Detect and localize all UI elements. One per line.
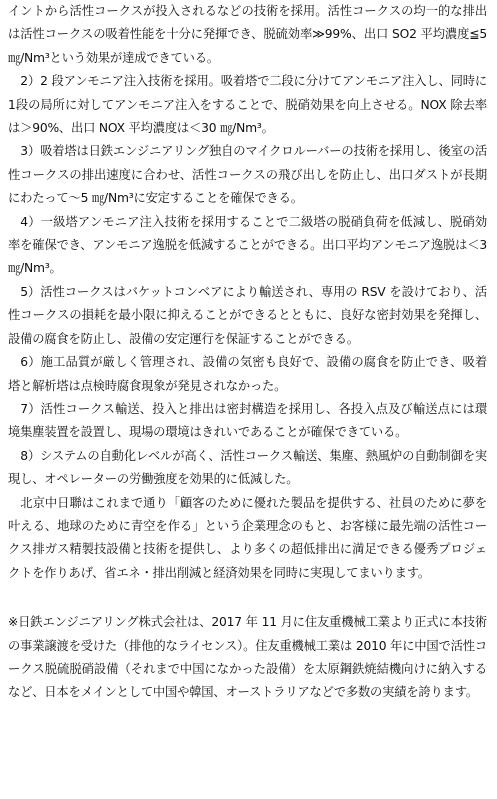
paragraph-item-5: 5）活性コークスはバケットコンベアにより輸送され、専用の RSV を設けており、活性コークスの損耗を最小限に抑えることができるとともに、良好な密封効果を発揮し、設備の腐食を防止し、設備の安定運行を保証することができる。 <box>8 284 487 346</box>
paragraph-item-2: 2）2 段アンモニア注入技術を採用。吸着塔で二段に分けてアンモニア注入し、同時に 1段の局所に対してアンモニア注入をすることで、脱硝効果を向上させる。NOX 除去率は＞90%、出口 NOX 平均濃度は＜30 ㎎/Nm³。 <box>8 74 487 136</box>
paragraph-item-7: 7）活性コークス輸送、投入と排出は密封構造を採用し、各投入点及び輸送点には環境集塵装置を設置し、現場の環境はきれいであることが確保できている。 <box>8 401 487 440</box>
paragraph-intro: イントから活性コークスが投入されるなどの技術を採用。活性コークスの均一的な排出は活性コークスの吸着性能を十分に発揮でき、脱硫効率≫99%、出口 SO2 平均濃度≦5 ㎎/Nm³という効果が達成できている。 <box>8 4 487 65</box>
paragraph-item-8: 8）システムの自動化レベルが高く、活性コークス輸送、集塵、熱風炉の自動制御を実現し、オペレーターの労働強度を効果的に低減した。 <box>8 448 487 487</box>
paragraph-item-3: 3）吸着塔は日鉄エンジニアリング独自のマイクロルーバーの技術を採用し、後室の活性コークスの排出速度に合わせ、活性コークスの飛び出しを防止し、出口ダストが長期にわたって～5 ㎎/Nm³に安定することを確保できる。 <box>8 144 487 206</box>
paragraph-item-6: 6）施工品質が厳しく管理され、設備の気密も良好で、設備の腐食を防止でき、吸着塔と解析塔は点検時腐食現象が発見されなかった。 <box>8 355 487 393</box>
paragraph-closing: 北京中日聯はこれまで通り「顧客のために優れた製品を提供する、社員のために夢を叶える、地球のために青空を作る」という企業理念のもと、お客様に最先端の活性コークス排ガス精製技設備と技術を提供し、より多くの超低排出に満足できる優秀プロジェクトを作りあげ、省エネ・排出削減と経済効果を同時に実現してまいります。 <box>8 495 487 580</box>
section-gap <box>8 585 487 611</box>
footnote: ※日鉄エンジニアリング株式会社は、2017 年 11 月に住友重機械工業より正式に本技術の事業譲渡を受けた（排他的なライセンス）。住友重機械工業は 2010 年に中国で活性コークス脱硫脱硝設備（それまで中国になかった設備）を太原鋼鉄焼結機向けに納入するなど、日本をメインとして中国や韓国、オーストラリアなどで多数の実績を誇ります。 <box>8 615 487 700</box>
paragraph-item-4: 4）一級塔アンモニア注入技術を採用することで二級塔の脱硝負荷を低減し、脱硝効率を確保でき、アンモニア逸脱を低減することができる。出口平均アンモニア逸脱は＜3 ㎎/Nm³。 <box>8 214 487 276</box>
